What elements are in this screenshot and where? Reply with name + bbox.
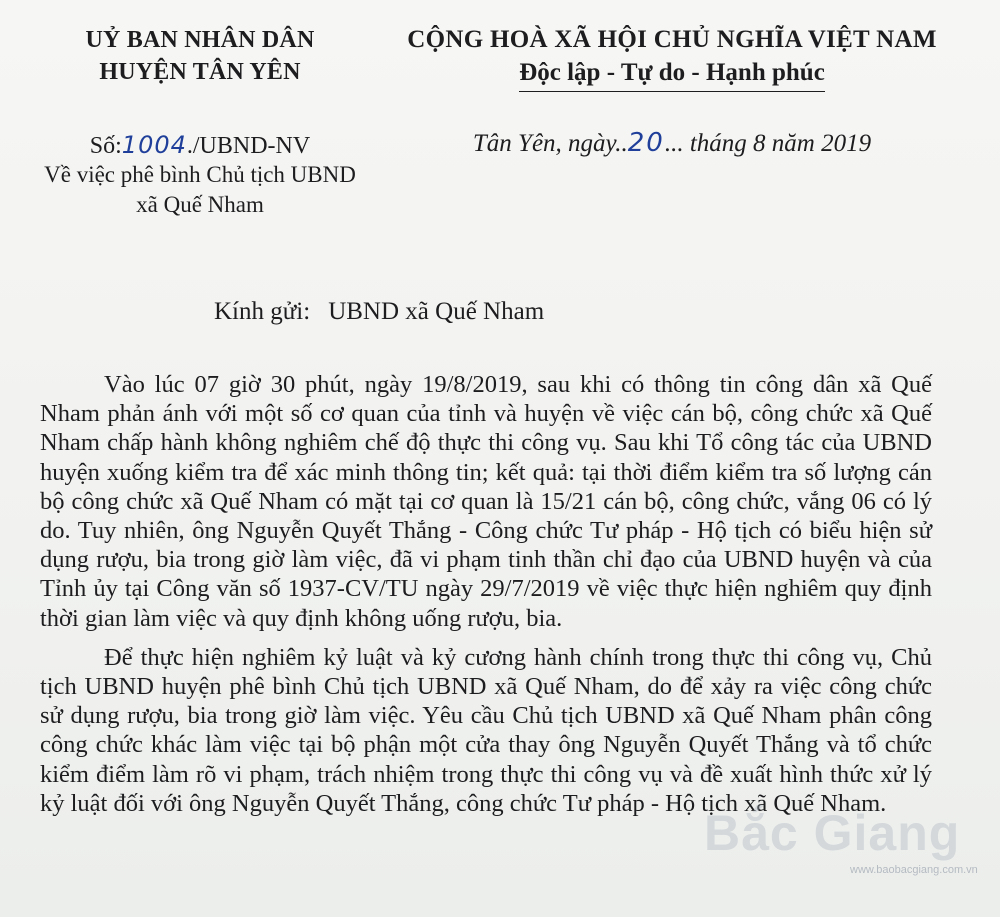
watermark-url: www.baobacgiang.com.vn	[850, 864, 978, 876]
subject-line-1: Về việc phê bình Chủ tịch UBND	[44, 162, 356, 187]
handwritten-number: 1004	[121, 131, 187, 159]
number-suffix: ./UBND-NV	[186, 133, 311, 159]
document-subject	[30, 160, 370, 220]
letter-body	[40, 370, 932, 818]
agency-name: UỶ BAN NHÂN DÂN	[85, 27, 315, 53]
recipient-value: UBND xã Quế Nham	[328, 298, 545, 325]
subject-line-2: xã Quế Nham	[136, 192, 264, 217]
recipient-line	[214, 296, 544, 328]
issuing-agency	[30, 24, 370, 88]
body-paragraph-1: Vào lúc 07 giờ 30 phút, ngày 19/8/2019, sau khi có thông tin công dân xã Quế Nham phản ánh với một số cơ quan của tỉnh và huyện về việc cán bộ, công chức xã Quế Nham chấp hành không nghiêm chế độ thực thi công vụ. Sau khi Tổ công tác của UBND huyện xuống kiểm tra để xác minh thông tin; kết quả: tại thời điểm kiểm tra số lượng cán bộ công chức xã Quế Nham có mặt tại cơ quan là 15/21 cán bộ, công chức, vắng 06 có lý do. Tuy nhiên, ông Nguyễn Quyết Thắng - Công chức Tư pháp - Hộ tịch có biểu hiện sử dụng rượu, bia trong giờ làm việc, đã vi phạm tinh thần chỉ đạo của UBND huyện và của Tỉnh ủy tại Công văn số 1937-CV/TU ngày 29/7/2019 về việc thực hiện nghiêm quy định thời gian làm việc và quy định không uống rượu, bia.	[40, 371, 932, 632]
national-heading	[372, 24, 972, 92]
recipient-label: Kính gửi:	[214, 298, 311, 325]
national-motto: Độc lập - Tự do - Hạnh phúc	[519, 56, 825, 92]
nation-name: CỘNG HOÀ XÃ HỘI CHỦ NGHĨA VIỆT NAM	[407, 26, 937, 53]
number-prefix: Số:	[89, 133, 122, 159]
handwritten-day: 20	[627, 128, 665, 158]
date-prefix: Tân Yên, ngày..	[472, 130, 628, 157]
agency-district: HUYỆN TÂN YÊN	[99, 59, 301, 85]
place-and-date	[372, 126, 972, 161]
document-number	[30, 130, 370, 161]
date-suffix: ... tháng 8 năm 2019	[664, 130, 872, 157]
body-paragraph-2: Để thực hiện nghiêm kỷ luật và kỷ cương hành chính trong thực thi công vụ, Chủ tịch UBND huyện phê bình Chủ tịch UBND xã Quế Nham, do để xảy ra việc công chức sử dụng rượu, bia trong giờ làm việc. Yêu cầu Chủ tịch UBND xã Quế Nham phân công công chức khác làm việc tại bộ phận một cửa thay ông Nguyễn Quyết Thắng và tổ chức kiểm điểm làm rõ vi phạm, trách nhiệm trong thực thi công vụ và đề xuất hình thức xử lý kỷ luật đối với ông Nguyễn Quyết Thắng, công chức Tư pháp - Hộ tịch xã Quế Nham.	[40, 643, 932, 817]
watermark-brand: Bắc Giang	[704, 805, 961, 861]
